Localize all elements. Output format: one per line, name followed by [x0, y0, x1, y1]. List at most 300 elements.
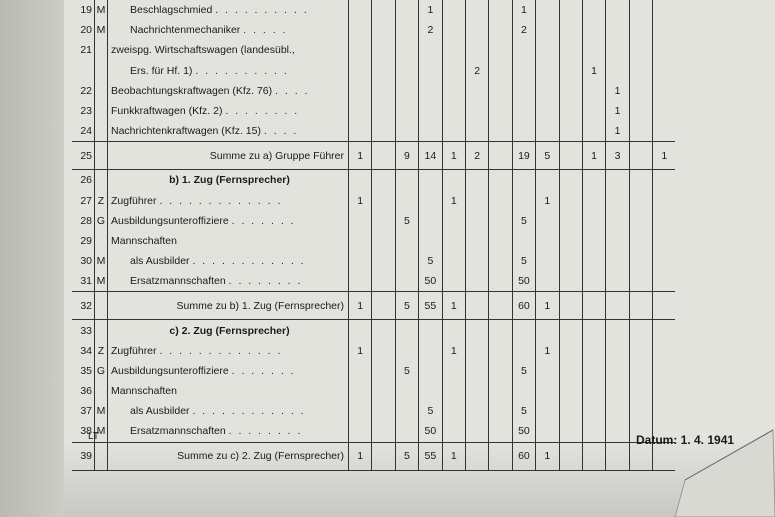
value-cell — [629, 40, 652, 60]
value-cell — [559, 341, 582, 361]
value-cell: 1 — [536, 341, 559, 361]
value-cell — [559, 421, 582, 442]
row-code — [95, 320, 108, 341]
row-description — [108, 20, 349, 40]
table-row — [72, 191, 675, 211]
value-cell: 9 — [395, 142, 418, 170]
value-cell — [395, 61, 418, 81]
value-cell — [489, 81, 512, 101]
leader-dots: . . . . . — [243, 24, 288, 37]
value-cell — [536, 61, 559, 81]
row-description — [108, 361, 349, 381]
value-cell: 5 — [419, 251, 442, 271]
value-cell: 1 — [442, 142, 465, 170]
value-cell — [372, 142, 395, 170]
value-cell — [419, 61, 442, 81]
value-cell — [653, 361, 676, 381]
row-number: 30 — [80, 255, 92, 268]
value-cell — [489, 0, 512, 20]
value-cell — [536, 320, 559, 341]
description-text: Ersatzmannschaften — [130, 275, 226, 288]
description-text: Funkkraftwagen (Kfz. 2) — [111, 105, 223, 118]
value-cell — [606, 341, 629, 361]
table-row — [72, 271, 675, 292]
value-cell — [582, 0, 605, 20]
value-cell: 1 — [349, 292, 372, 320]
value-cell: 1 — [582, 61, 605, 81]
value-cell — [442, 121, 465, 142]
value-cell — [512, 40, 535, 60]
description-text: Zugführer — [111, 194, 157, 207]
value-cell — [582, 292, 605, 320]
value-cell — [536, 20, 559, 40]
value-cell — [349, 401, 372, 421]
value-cell — [349, 381, 372, 401]
value-cell — [653, 170, 676, 191]
value-cell — [582, 211, 605, 231]
value-cell — [653, 251, 676, 271]
value-cell — [419, 101, 442, 121]
value-cell — [512, 101, 535, 121]
value-cell — [442, 361, 465, 381]
sum-row — [72, 442, 675, 470]
value-cell — [465, 421, 488, 442]
row-number: 35 — [80, 364, 92, 377]
value-cell — [465, 40, 488, 60]
value-cell — [442, 211, 465, 231]
value-cell — [653, 292, 676, 320]
value-cell: 1 — [512, 0, 535, 20]
row-code — [95, 170, 108, 191]
value-cell — [372, 211, 395, 231]
value-cell — [629, 401, 652, 421]
row-description — [108, 292, 349, 320]
leader-dots: . . . . . . . — [231, 214, 296, 227]
row-description — [108, 81, 349, 101]
sum-row — [72, 142, 675, 170]
description-text: Mannschaften — [111, 385, 177, 398]
value-cell — [559, 271, 582, 292]
value-cell — [395, 170, 418, 191]
leader-dots: . . . . . . . . . . . . . — [159, 344, 283, 357]
row-number: 28 — [80, 214, 92, 227]
value-cell — [582, 231, 605, 251]
row-code: G — [95, 211, 108, 231]
value-cell — [653, 0, 676, 20]
value-cell — [606, 170, 629, 191]
value-cell — [465, 191, 488, 211]
value-cell — [395, 0, 418, 20]
value-cell: 1 — [536, 442, 559, 470]
value-cell — [653, 61, 676, 81]
value-cell — [442, 381, 465, 401]
value-cell — [465, 442, 488, 470]
value-cell — [395, 40, 418, 60]
value-cell — [465, 211, 488, 231]
value-cell — [489, 40, 512, 60]
value-cell — [372, 61, 395, 81]
value-cell — [606, 361, 629, 381]
value-cell — [606, 320, 629, 341]
value-cell — [536, 381, 559, 401]
value-cell — [606, 61, 629, 81]
value-cell — [349, 101, 372, 121]
value-cell — [372, 442, 395, 470]
value-cell — [442, 401, 465, 421]
row-number — [72, 61, 95, 81]
value-cell — [606, 191, 629, 211]
value-cell — [559, 170, 582, 191]
value-cell: 14 — [419, 142, 442, 170]
value-cell — [629, 361, 652, 381]
value-cell — [582, 121, 605, 142]
value-cell — [606, 0, 629, 20]
row-code — [95, 142, 108, 170]
value-cell: 5 — [512, 401, 535, 421]
value-cell — [419, 81, 442, 101]
value-cell — [349, 231, 372, 251]
value-cell: 1 — [349, 442, 372, 470]
row-code: M — [95, 271, 108, 292]
row-number: 21 — [80, 44, 92, 57]
value-cell — [653, 231, 676, 251]
value-cell — [465, 361, 488, 381]
value-cell: 1 — [582, 142, 605, 170]
value-cell — [582, 442, 605, 470]
value-cell — [536, 101, 559, 121]
row-description — [108, 101, 349, 121]
value-cell — [489, 61, 512, 81]
value-cell — [536, 251, 559, 271]
value-cell — [536, 421, 559, 442]
row-number: 33 — [80, 324, 92, 337]
value-cell — [536, 211, 559, 231]
value-cell — [349, 40, 372, 60]
row-code: G — [95, 361, 108, 381]
value-cell — [489, 101, 512, 121]
description-text: c) 2. Zug (Fernsprecher) — [169, 324, 290, 337]
value-cell — [442, 251, 465, 271]
value-cell — [489, 191, 512, 211]
value-cell — [559, 142, 582, 170]
value-cell — [653, 40, 676, 60]
value-cell: 50 — [512, 271, 535, 292]
value-cell — [372, 20, 395, 40]
row-number: 32 — [72, 292, 95, 320]
value-cell — [372, 341, 395, 361]
value-cell — [653, 401, 676, 421]
value-cell — [395, 341, 418, 361]
value-cell — [465, 0, 488, 20]
row-description — [108, 0, 349, 20]
value-cell — [512, 191, 535, 211]
description-text: Nachrichtenkraftwagen (Kfz. 15) — [111, 125, 261, 138]
value-cell: 1 — [536, 191, 559, 211]
row-description — [108, 121, 349, 142]
description-text: Mannschaften — [111, 234, 177, 247]
row-code: M — [95, 20, 108, 40]
description-text: Ausbildungsunteroffiziere — [111, 364, 229, 377]
value-cell — [629, 191, 652, 211]
value-cell — [419, 320, 442, 341]
value-cell — [629, 0, 652, 20]
value-cell — [349, 211, 372, 231]
value-cell — [372, 401, 395, 421]
value-cell — [372, 320, 395, 341]
value-cell — [559, 191, 582, 211]
value-cell — [629, 231, 652, 251]
value-cell: 60 — [512, 292, 535, 320]
table-body — [72, 0, 675, 470]
value-cell: 2 — [419, 20, 442, 40]
row-number: 20 — [80, 24, 92, 37]
value-cell — [629, 81, 652, 101]
value-cell — [606, 381, 629, 401]
strength-table — [72, 0, 675, 471]
row-code — [95, 101, 108, 121]
value-cell — [536, 361, 559, 381]
value-cell — [512, 81, 535, 101]
value-cell — [465, 121, 488, 142]
value-cell — [442, 20, 465, 40]
value-cell — [536, 231, 559, 251]
description-text: Zugführer — [111, 344, 157, 357]
leader-dots: . . . . . . . . . . — [195, 64, 289, 77]
value-cell — [349, 81, 372, 101]
value-cell — [395, 421, 418, 442]
value-cell — [512, 320, 535, 341]
row-number: 26 — [80, 174, 92, 187]
value-cell: 5 — [395, 292, 418, 320]
value-cell: 5 — [512, 361, 535, 381]
value-cell — [582, 40, 605, 60]
row-number: 19 — [80, 4, 92, 17]
description-text: als Ausbilder — [130, 405, 190, 418]
value-cell: 1 — [442, 442, 465, 470]
value-cell — [489, 211, 512, 231]
value-cell — [419, 381, 442, 401]
table-row — [72, 20, 675, 40]
row-number: 38 — [80, 425, 92, 438]
value-cell — [489, 361, 512, 381]
value-cell — [442, 170, 465, 191]
value-cell — [395, 81, 418, 101]
leader-dots: . . . . . . . . — [225, 105, 300, 118]
value-cell — [489, 442, 512, 470]
value-cell — [559, 20, 582, 40]
value-cell — [582, 271, 605, 292]
value-cell — [349, 20, 372, 40]
leader-dots: . . . . . . . . . . . . . — [159, 194, 283, 207]
value-cell — [536, 170, 559, 191]
value-cell — [465, 320, 488, 341]
value-cell — [465, 101, 488, 121]
description-text: Ausbildungsunteroffiziere — [111, 214, 229, 227]
value-cell — [489, 121, 512, 142]
value-cell: 5 — [395, 442, 418, 470]
value-cell — [442, 320, 465, 341]
value-cell: 1 — [442, 341, 465, 361]
row-code: M — [95, 401, 108, 421]
value-cell — [653, 20, 676, 40]
value-cell — [559, 211, 582, 231]
value-cell — [606, 271, 629, 292]
value-cell: 50 — [419, 271, 442, 292]
value-cell — [372, 0, 395, 20]
value-cell: 1 — [606, 121, 629, 142]
row-number: 34 — [80, 344, 92, 357]
value-cell — [559, 0, 582, 20]
value-cell — [629, 101, 652, 121]
value-cell — [629, 142, 652, 170]
value-cell — [372, 191, 395, 211]
value-cell: 5 — [512, 251, 535, 271]
value-cell: 50 — [512, 421, 535, 442]
value-cell — [559, 61, 582, 81]
value-cell — [512, 61, 535, 81]
row-number: 24 — [80, 125, 92, 138]
value-cell — [395, 101, 418, 121]
value-cell — [395, 251, 418, 271]
leader-dots: . . . . . . . . . . — [215, 4, 309, 17]
value-cell — [489, 401, 512, 421]
row-description — [108, 40, 349, 60]
value-cell — [582, 251, 605, 271]
row-number: 27 — [80, 194, 92, 207]
value-cell — [395, 381, 418, 401]
row-description — [108, 271, 349, 292]
value-cell: 2 — [512, 20, 535, 40]
value-cell — [606, 231, 629, 251]
value-cell — [419, 231, 442, 251]
table-row — [72, 341, 675, 361]
value-cell — [536, 271, 559, 292]
value-cell: 1 — [442, 191, 465, 211]
value-cell — [372, 121, 395, 142]
value-cell — [349, 121, 372, 142]
value-cell — [629, 20, 652, 40]
value-cell — [606, 251, 629, 271]
value-cell — [489, 341, 512, 361]
table-row — [72, 0, 675, 20]
value-cell — [349, 271, 372, 292]
value-cell: 50 — [419, 421, 442, 442]
value-cell — [653, 191, 676, 211]
value-cell — [465, 231, 488, 251]
value-cell — [606, 211, 629, 231]
value-cell — [606, 442, 629, 470]
value-cell — [419, 40, 442, 60]
value-cell — [465, 381, 488, 401]
value-cell — [489, 271, 512, 292]
row-description — [108, 61, 349, 81]
leader-dots: . . . . . . . — [231, 364, 296, 377]
value-cell — [395, 401, 418, 421]
value-cell — [629, 251, 652, 271]
leader-dots: . . . . . . . . . . . . — [192, 405, 306, 418]
value-cell — [629, 381, 652, 401]
value-cell — [442, 421, 465, 442]
value-cell — [489, 170, 512, 191]
value-cell — [349, 61, 372, 81]
value-cell — [629, 121, 652, 142]
table-row — [72, 81, 675, 101]
description-text: als Ausbilder — [130, 255, 190, 268]
value-cell — [419, 170, 442, 191]
row-description — [108, 401, 349, 421]
description-text: Summe zu a) Gruppe Führer — [209, 149, 344, 162]
value-cell: 19 — [512, 142, 535, 170]
value-cell — [465, 170, 488, 191]
description-text: Ers. für Hf. 1) — [130, 64, 193, 77]
value-cell — [512, 121, 535, 142]
value-cell — [582, 381, 605, 401]
row-number: 25 — [72, 142, 95, 170]
value-cell: 5 — [395, 361, 418, 381]
value-cell — [536, 81, 559, 101]
value-cell — [559, 251, 582, 271]
row-code: M — [95, 0, 108, 20]
table-row — [72, 121, 675, 142]
row-code — [95, 121, 108, 142]
value-cell — [419, 211, 442, 231]
value-cell — [559, 442, 582, 470]
value-cell — [372, 381, 395, 401]
value-cell — [512, 231, 535, 251]
value-cell: 60 — [512, 442, 535, 470]
value-cell — [512, 381, 535, 401]
value-cell — [582, 320, 605, 341]
value-cell: 1 — [606, 101, 629, 121]
table-row — [72, 211, 675, 231]
row-description — [108, 421, 349, 442]
row-description — [108, 251, 349, 271]
value-cell: 3 — [606, 142, 629, 170]
value-cell — [582, 20, 605, 40]
leader-dots: . . . . — [275, 84, 310, 97]
row-number: 31 — [80, 275, 92, 288]
value-cell — [653, 121, 676, 142]
value-cell — [395, 191, 418, 211]
table-row — [72, 101, 675, 121]
value-cell — [629, 320, 652, 341]
row-number: 29 — [80, 234, 92, 247]
value-cell: 55 — [419, 292, 442, 320]
value-cell — [442, 231, 465, 251]
value-cell — [372, 271, 395, 292]
value-cell — [442, 0, 465, 20]
value-cell — [512, 170, 535, 191]
row-code — [95, 381, 108, 401]
table-row — [72, 61, 675, 81]
row-number: 39 — [72, 442, 95, 470]
description-text: Nachrichtenmechaniker — [130, 24, 241, 37]
value-cell — [465, 292, 488, 320]
value-cell — [606, 40, 629, 60]
row-code — [95, 40, 108, 60]
value-cell — [489, 381, 512, 401]
table-row — [72, 381, 675, 401]
row-number: 23 — [80, 105, 92, 118]
row-description — [108, 381, 349, 401]
value-cell — [629, 341, 652, 361]
value-cell: 5 — [536, 142, 559, 170]
value-cell: 2 — [465, 61, 488, 81]
value-cell — [559, 81, 582, 101]
value-cell — [559, 292, 582, 320]
row-code — [95, 61, 108, 81]
value-cell — [395, 20, 418, 40]
